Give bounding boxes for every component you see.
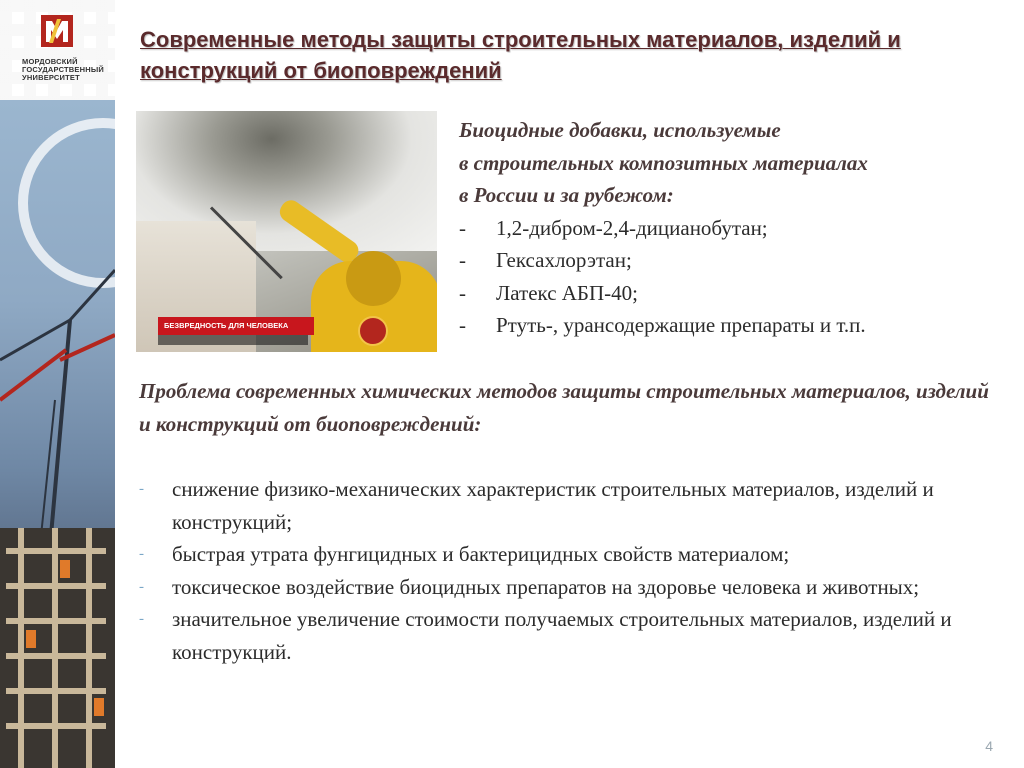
list-item-text: значительное увеличение стоимости получаемых строительных материалов, изделий и конструкций. bbox=[172, 607, 952, 664]
photo-hood bbox=[346, 251, 401, 306]
list-item bbox=[459, 277, 999, 310]
list-item-text: быстрая утрата фунгицидных и бактерицидных свойств материалом; bbox=[172, 542, 790, 566]
issues-list bbox=[139, 473, 999, 668]
slide-title: Современные методы защиты строительных материалов, изделий и конструкций от биоповреждений bbox=[140, 27, 901, 83]
list-item-text: 1,2-дибром-2,4-дицианобутан; bbox=[496, 215, 768, 240]
list-item-text: токсическое воздействие биоцидных препаратов на здоровье человека и животных; bbox=[172, 574, 920, 599]
list-item bbox=[139, 571, 999, 604]
additives-list bbox=[459, 212, 999, 342]
list-item bbox=[139, 473, 999, 538]
dash-bullet: - bbox=[139, 546, 144, 562]
dash-bullet: - bbox=[459, 313, 466, 337]
list-item bbox=[459, 212, 999, 245]
university-logo-icon bbox=[41, 15, 73, 47]
dash-bullet: - bbox=[139, 481, 144, 497]
dash-bullet: - bbox=[459, 215, 466, 240]
list-item bbox=[139, 603, 999, 668]
dash-bullet: - bbox=[459, 280, 466, 305]
list-item bbox=[459, 244, 999, 277]
page-number: 4 bbox=[985, 738, 993, 754]
decorative-side-image bbox=[0, 100, 115, 768]
disinfection-photo bbox=[136, 111, 437, 352]
list-item-text: снижение физико-механических характеристик строительных материалов, изделий и конструкций; bbox=[172, 477, 934, 534]
list-item-text: Гексахлорэтан; bbox=[496, 248, 632, 272]
additives-heading bbox=[459, 114, 999, 212]
photo-caption-shadow bbox=[158, 335, 308, 345]
dash-bullet: - bbox=[139, 578, 144, 595]
building-illustration bbox=[0, 508, 115, 768]
problem-heading: Проблема современных химических методов защиты строительных материалов, изделий и конструкций от биоповреждений: bbox=[139, 379, 989, 436]
list-item-text: Ртуть-, урансодержащие препараты и т.п. bbox=[496, 313, 866, 337]
biocide-additives-block bbox=[459, 114, 999, 342]
photo-caption: БЕЗВРЕДНОСТЬ ДЛЯ ЧЕЛОВЕКА bbox=[158, 317, 314, 335]
additives-heading-line: в России и за рубежом: bbox=[459, 183, 674, 207]
dash-bullet: - bbox=[459, 248, 466, 272]
dash-bullet: - bbox=[139, 611, 144, 627]
additives-heading-line: Биоцидные добавки, используемые bbox=[459, 118, 781, 142]
additives-heading-line: в строительных композитных материалах bbox=[459, 150, 868, 175]
photo-badge-icon bbox=[358, 316, 388, 346]
list-item-text: Латекс АБП-40; bbox=[496, 280, 638, 305]
university-name: МОРДОВСКИЙ ГОСУДАРСТВЕННЫЙ УНИВЕРСИТЕТ bbox=[22, 57, 104, 82]
logo-area bbox=[0, 0, 115, 100]
list-item bbox=[139, 538, 999, 571]
list-item bbox=[459, 309, 999, 342]
